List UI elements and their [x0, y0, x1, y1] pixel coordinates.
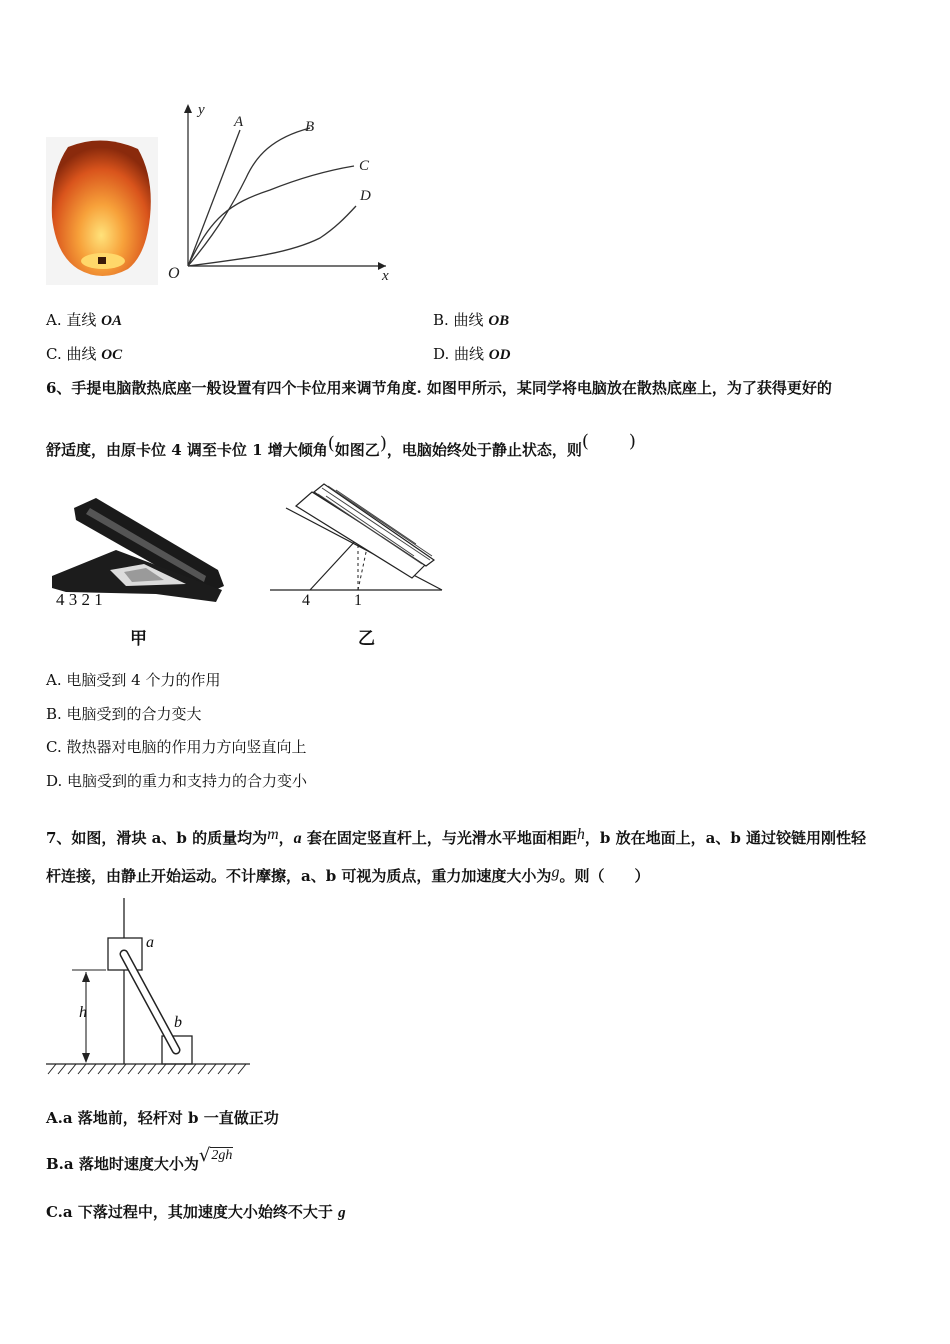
q7-option-c[interactable]	[46, 1202, 346, 1223]
q6-stem-line2	[46, 431, 636, 460]
option-var: OA	[101, 313, 122, 329]
sky-lantern-photo	[46, 137, 158, 285]
option-var: OB	[488, 313, 510, 329]
var-a: a	[293, 830, 302, 847]
answer-blank: ( )	[581, 431, 636, 452]
label-d: D	[360, 188, 371, 204]
q7-line2-b: 。则（ ）	[559, 867, 650, 885]
q6-line2-a: 舒适度，由原卡位 4 调至卡位 1 增大倾角	[46, 441, 328, 459]
label-a: A	[234, 114, 244, 130]
line-oa	[188, 130, 240, 266]
y-axis-label: y	[198, 102, 205, 118]
q7-line1-b: ，	[278, 829, 294, 847]
label-c: C	[359, 158, 370, 174]
q7-stem-line2	[46, 866, 649, 887]
var-m: m	[267, 826, 279, 843]
q6-line2-b: 如图乙	[334, 441, 380, 459]
figure-sliders-rod	[44, 896, 256, 1076]
q6-line2-c: ，电脑始终处于静止状态，则	[386, 441, 582, 459]
q7-option-a[interactable]: A.a 落地前，轻杆对 b 一直做正功	[46, 1109, 279, 1127]
label-b: b	[174, 1014, 182, 1031]
curve-ob	[188, 128, 310, 266]
q7-option-b[interactable]	[46, 1145, 233, 1176]
figure-caption-jia: 甲	[130, 629, 147, 649]
q6-stem-line1: 6、手提电脑散热底座一般设置有四个卡位用来调节角度. 如图甲所示，某同学将电脑放在散热底座上，为了获得更好的	[46, 379, 832, 397]
q7-line1-c: 套在固定竖直杆上，与光滑水平地面相距	[301, 829, 577, 847]
q5-option-d[interactable]	[433, 344, 510, 365]
option-label: B. 曲线	[433, 311, 489, 329]
q6-option-a[interactable]: A. 电脑受到 4 个力的作用	[46, 671, 221, 689]
q7-line1-a: 7、如图，滑块 a、b 的质量均为	[46, 829, 268, 847]
motion-graph	[160, 98, 400, 288]
option-label: A. 直线	[46, 311, 102, 329]
var-g: g	[551, 864, 560, 881]
var-g: g	[338, 1205, 346, 1221]
var-h: h	[576, 826, 585, 843]
figure-jia-laptop-stand	[46, 490, 230, 650]
option-var: OD	[488, 347, 511, 363]
q6-option-d[interactable]: D. 电脑受到的重力和支持力的合力变小	[46, 772, 308, 790]
origin-label: O	[168, 265, 180, 282]
q6-option-c[interactable]: C. 散热器对电脑的作用力方向竖直向上	[46, 738, 307, 756]
q7-line1-d: ，b 放在地面上，a、b 通过铰链用刚性轻	[584, 829, 867, 847]
q7-line2-a: 杆连接，由静止开始运动。不计摩擦，a、b 可视为质点，重力加速度大小为	[46, 867, 552, 885]
option-c-text: C.a 下落过程中，其加速度大小始终不大于	[46, 1203, 339, 1221]
option-var: OC	[101, 347, 123, 363]
q5-option-c[interactable]	[46, 344, 122, 365]
curve-od	[188, 206, 356, 266]
q7-stem-line1	[46, 828, 866, 849]
label-a: a	[146, 934, 154, 951]
slot-label-1: 1	[354, 592, 362, 609]
option-label: D. 曲线	[433, 345, 489, 363]
curve-oc	[188, 166, 354, 266]
x-axis-label: x	[382, 268, 389, 284]
label-h: h	[79, 1004, 87, 1021]
figure-caption-yi: 乙	[358, 629, 375, 649]
option-b-text: B.a 落地时速度大小为	[46, 1155, 199, 1173]
paren-open: (	[327, 433, 335, 454]
option-label: C. 曲线	[46, 345, 102, 363]
figure-yi-diagram	[266, 482, 446, 650]
slot-label-4: 4	[302, 592, 310, 609]
q5-option-a[interactable]	[46, 310, 122, 331]
paren-close: )	[379, 433, 387, 454]
sqrt-expr: 2gh	[211, 1148, 233, 1163]
sky-lantern-icon	[46, 137, 158, 285]
slot-numbers: 4 3 2 1	[56, 590, 103, 609]
q6-option-b[interactable]: B. 电脑受到的合力变大	[46, 705, 202, 723]
label-b: B	[305, 119, 315, 135]
sqrt-sign: √	[198, 1145, 211, 1166]
q5-option-b[interactable]	[433, 310, 509, 331]
